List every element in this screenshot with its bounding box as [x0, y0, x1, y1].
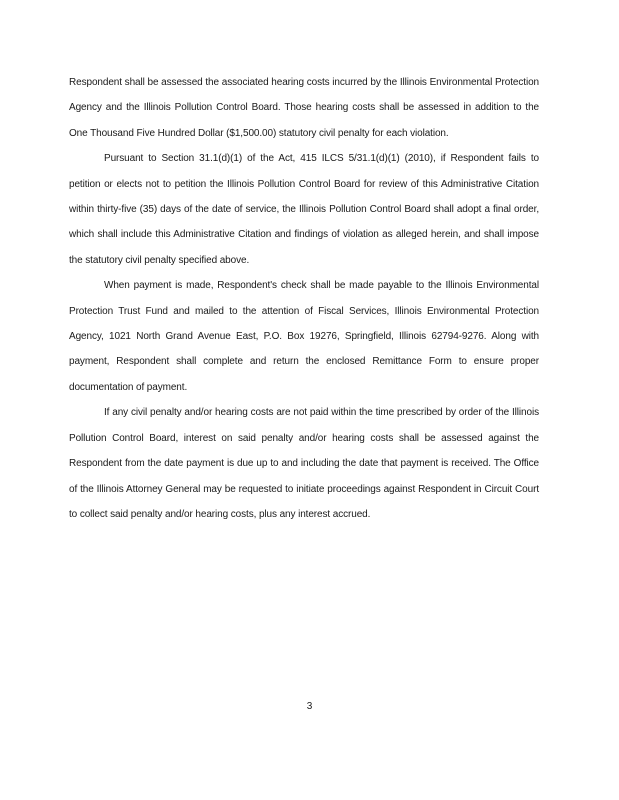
paragraph-interest-and-collection: If any civil penalty and/or hearing costs are not paid within the time prescribed by order of the Illinois Pollution Control Board, interest on said penalty and/or hearing costs shall be assessed against the Respondent from the date payment is due up to and including the date that payment is received. The Office of the Illinois Attorney General may be requested to initiate proceedings against Respondent in Circuit Court to collect said penalty and/or hearing costs, plus any interest accrued. [69, 407, 539, 520]
paragraph-payment-instructions: When payment is made, Respondent's check shall be made payable to the Illinois Environmental Protection Trust Fund and mailed to the attention of Fiscal Services, Illinois Environmental Protection Agency, 1021 North Grand Avenue East, P.O. Box 19276, Springfield, Illinois 62794-9276. Along with payment, Respondent shall complete and return the enclosed Remittance Form to ensure proper documentation of payment. [69, 280, 539, 393]
document-body [69, 70, 539, 527]
paragraph-final-order: Pursuant to Section 31.1(d)(1) of the Act, 415 ILCS 5/31.1(d)(1) (2010), if Respondent fails to petition or elects not to petition the Illinois Pollution Control Board for review of this Administrative Citation within thirty-five (35) days of the date of service, the Illinois Pollution Control Board shall adopt a final order, which shall include this Administrative Citation and findings of violation as alleged herein, and shall impose the statutory civil penalty specified above. [69, 153, 539, 266]
paragraph-hearing-costs: Respondent shall be assessed the associated hearing costs incurred by the Illinois Environmental Protection Agency and the Illinois Pollution Control Board. Those hearing costs shall be assessed in addition to the One Thousand Five Hundred Dollar ($1,500.00) statutory civil penalty for each violation. [69, 77, 539, 139]
page-number: 3 [306, 701, 313, 712]
